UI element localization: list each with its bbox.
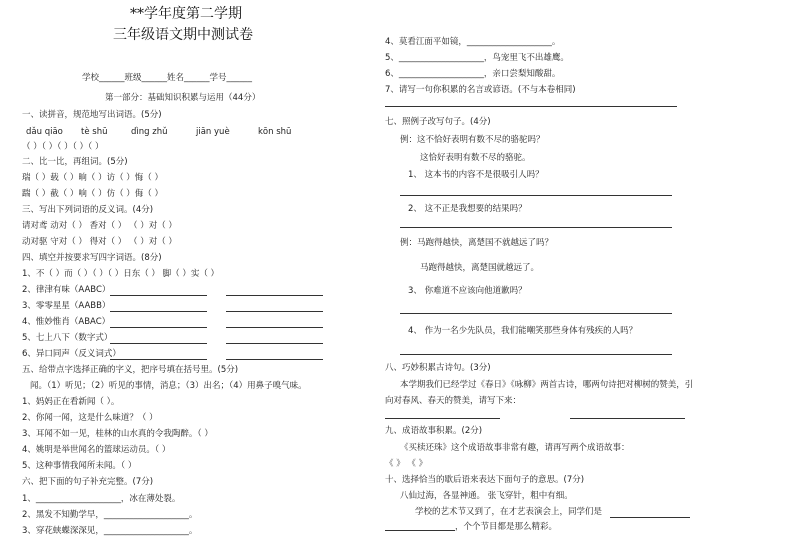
answer-line bbox=[110, 343, 207, 344]
q4-item-5: 5、七上八下（数字式） bbox=[22, 333, 113, 343]
q5-item-3: 3、耳闻不如一见，桂林的山水真的令我陶醉。（ ） bbox=[22, 429, 213, 439]
q1-answer-brackets: （ ）（ ）（ ）（ ）（ ） bbox=[22, 142, 104, 152]
answer-line bbox=[400, 313, 672, 314]
q10-options: 八仙过海，各显神通。 张飞穿针，粗中有细。 bbox=[400, 491, 573, 501]
q3-row-2: 动对驱 守对（ ） 得对（ ） （ ）对（ ） bbox=[22, 237, 177, 247]
q4-item-1: 1、不（ ）而（ ）（ ）（ ）日东（ ） 脚（ ）实（ ） bbox=[22, 269, 220, 279]
q7-sentence-3: 3、 你难道不应该向他道歉吗？ bbox=[408, 286, 527, 296]
q4-item-4: 4、惟妙惟肖（ABAC） bbox=[22, 317, 111, 327]
q6-item-3: 3、穿花蛱蝶深深见，____________________。 bbox=[22, 526, 198, 536]
q7-example-2-question: 例：马跑得越快，离楚国不就越远了吗？ bbox=[400, 238, 554, 248]
answer-line bbox=[110, 327, 207, 328]
pinyin-2: tè shū bbox=[81, 127, 108, 137]
q5-item-5: 5、这种事情我闻所未闻。（ ） bbox=[22, 461, 137, 471]
q6-item-5: 5、____________________，鸟宠里飞不出雄鹰。 bbox=[385, 53, 569, 63]
answer-line bbox=[570, 418, 685, 419]
q7-example-2-answer: 马跑得越快，离楚国就越远了。 bbox=[420, 263, 540, 273]
pinyin-3: dìng zhǔ bbox=[131, 127, 168, 137]
q4-heading: 四、填空并按要求写四字词语。(8分) bbox=[22, 253, 162, 263]
answer-line bbox=[226, 327, 323, 328]
q6-item-4: 4、莫看江面平如镜，____________________。 bbox=[385, 37, 561, 47]
title-line-2: 三年级语文期中测试卷 bbox=[113, 27, 253, 43]
answer-line bbox=[110, 359, 207, 360]
q5-item-2: 2、你闻一闻，这是什么味道？（ ） bbox=[22, 413, 158, 423]
part-one-heading: 第一部分：基础知识积累与运用（44分） bbox=[105, 93, 261, 103]
q5-options: 闻。（1）听见；（2）听见的事情，消息；（3）出名；（4）用鼻子嗅气味。 bbox=[30, 381, 307, 391]
answer-line bbox=[110, 311, 207, 312]
pinyin-5: kōn shū bbox=[258, 127, 292, 137]
answer-line bbox=[400, 227, 672, 228]
q6-item-7: 7、请写一句你积累的名言或谚语。(不与本卷相同) bbox=[385, 85, 576, 95]
q10-sentence-part-2: ，个个节目都是那么精彩。 bbox=[455, 522, 558, 532]
q1-heading: 一、读拼音，规范地写出词语。(5分) bbox=[22, 110, 162, 120]
q7-heading: 七、照例子改写句子。(4分) bbox=[385, 117, 491, 127]
answer-line bbox=[226, 359, 323, 360]
q8-heading: 八、巧妙积累古诗句。(3分) bbox=[385, 363, 491, 373]
student-info-line: 学校______班级______姓名______学号______ bbox=[82, 73, 253, 83]
answer-line bbox=[610, 517, 690, 518]
q9-text: 《买椟还珠》这个成语故事非常有趣，请再写两个成语故事： bbox=[400, 443, 630, 453]
answer-line bbox=[385, 530, 455, 531]
q3-heading: 三、写出下列词语的反义词。(4分) bbox=[22, 205, 154, 215]
q7-sentence-4: 4、 作为一名少先队员，我们能嘲笑那些身体有残疾的人吗？ bbox=[408, 326, 638, 336]
q8-text-line-1: 本学期我们已经学过《春日》《咏柳》两首古诗，哪两句诗把对柳树的赞美，引 bbox=[400, 380, 694, 390]
q5-heading: 五、给带点字选择正确的字义，把序号填在括号里。(5分) bbox=[22, 365, 239, 375]
q4-item-3: 3、零零星星（AABB） bbox=[22, 301, 111, 311]
q6-heading: 六、把下面的句子补充完整。(7分) bbox=[22, 477, 154, 487]
q5-item-1: 1、妈妈正在看新闻（ ）。 bbox=[22, 397, 120, 407]
title-line-1: **学年度第二学期 bbox=[130, 6, 242, 22]
q4-item-6: 6、异口同声（反义词式） bbox=[22, 349, 121, 359]
q7-example-1-answer: 这恰好表明有数不尽的骆驼。 bbox=[420, 153, 531, 163]
pinyin-1: dǎu qiāo bbox=[26, 127, 63, 137]
q9-heading: 九、成语故事积累。(2分) bbox=[385, 426, 483, 436]
q6-item-2: 2、黑发不知勤学早，____________________。 bbox=[22, 510, 198, 520]
answer-line bbox=[226, 343, 323, 344]
q6-item-6: 6、____________________，亲口尝梨知酸甜。 bbox=[385, 69, 561, 79]
q10-sentence-part-1: 学校的艺术节又到了，在才艺表演会上，同学们是 bbox=[415, 507, 603, 517]
q2-row-2: 踹（ ）截（ ）响（ ）仿（ ）侮（ ） bbox=[22, 189, 164, 199]
answer-line bbox=[400, 354, 672, 355]
q2-row-1: 瑞（ ）载（ ）晌（ ）访（ ）悔（ ） bbox=[22, 173, 164, 183]
q6-item-1: 1、____________________，冰在薄处裂。 bbox=[22, 494, 181, 504]
answer-line bbox=[226, 295, 323, 296]
q7-sentence-1: 1、 这本书的内容不是很吸引人吗？ bbox=[408, 170, 544, 180]
pinyin-4: jiān yuè bbox=[196, 127, 230, 137]
q10-heading: 十、选择恰当的歇后语来表达下面句子的意思。(7分) bbox=[385, 475, 585, 485]
answer-line bbox=[385, 106, 677, 107]
q4-item-2: 2、律津有味（AABC） bbox=[22, 285, 111, 295]
q9-answer-brackets: 《 》 《 》 bbox=[385, 459, 428, 469]
q7-example-1-question: 例：这不恰好表明有数不尽的骆驼吗？ bbox=[400, 135, 545, 145]
q7-sentence-2: 2、 这不正是我想要的结果吗？ bbox=[408, 204, 527, 214]
answer-line bbox=[400, 195, 672, 196]
q3-row-1: 请对鸢 动对（ ） 香对（ ） （ ）对（ ） bbox=[22, 221, 177, 231]
answer-line bbox=[385, 418, 500, 419]
q2-heading: 二、比一比，再组词。(5分) bbox=[22, 157, 128, 167]
q5-item-4: 4、姚明是举世闻名的篮球运动员。（ ） bbox=[22, 445, 171, 455]
answer-line bbox=[110, 295, 207, 296]
answer-line bbox=[226, 311, 323, 312]
q8-text-line-2: 向对春风、春天的赞美，请写下来： bbox=[385, 396, 522, 406]
